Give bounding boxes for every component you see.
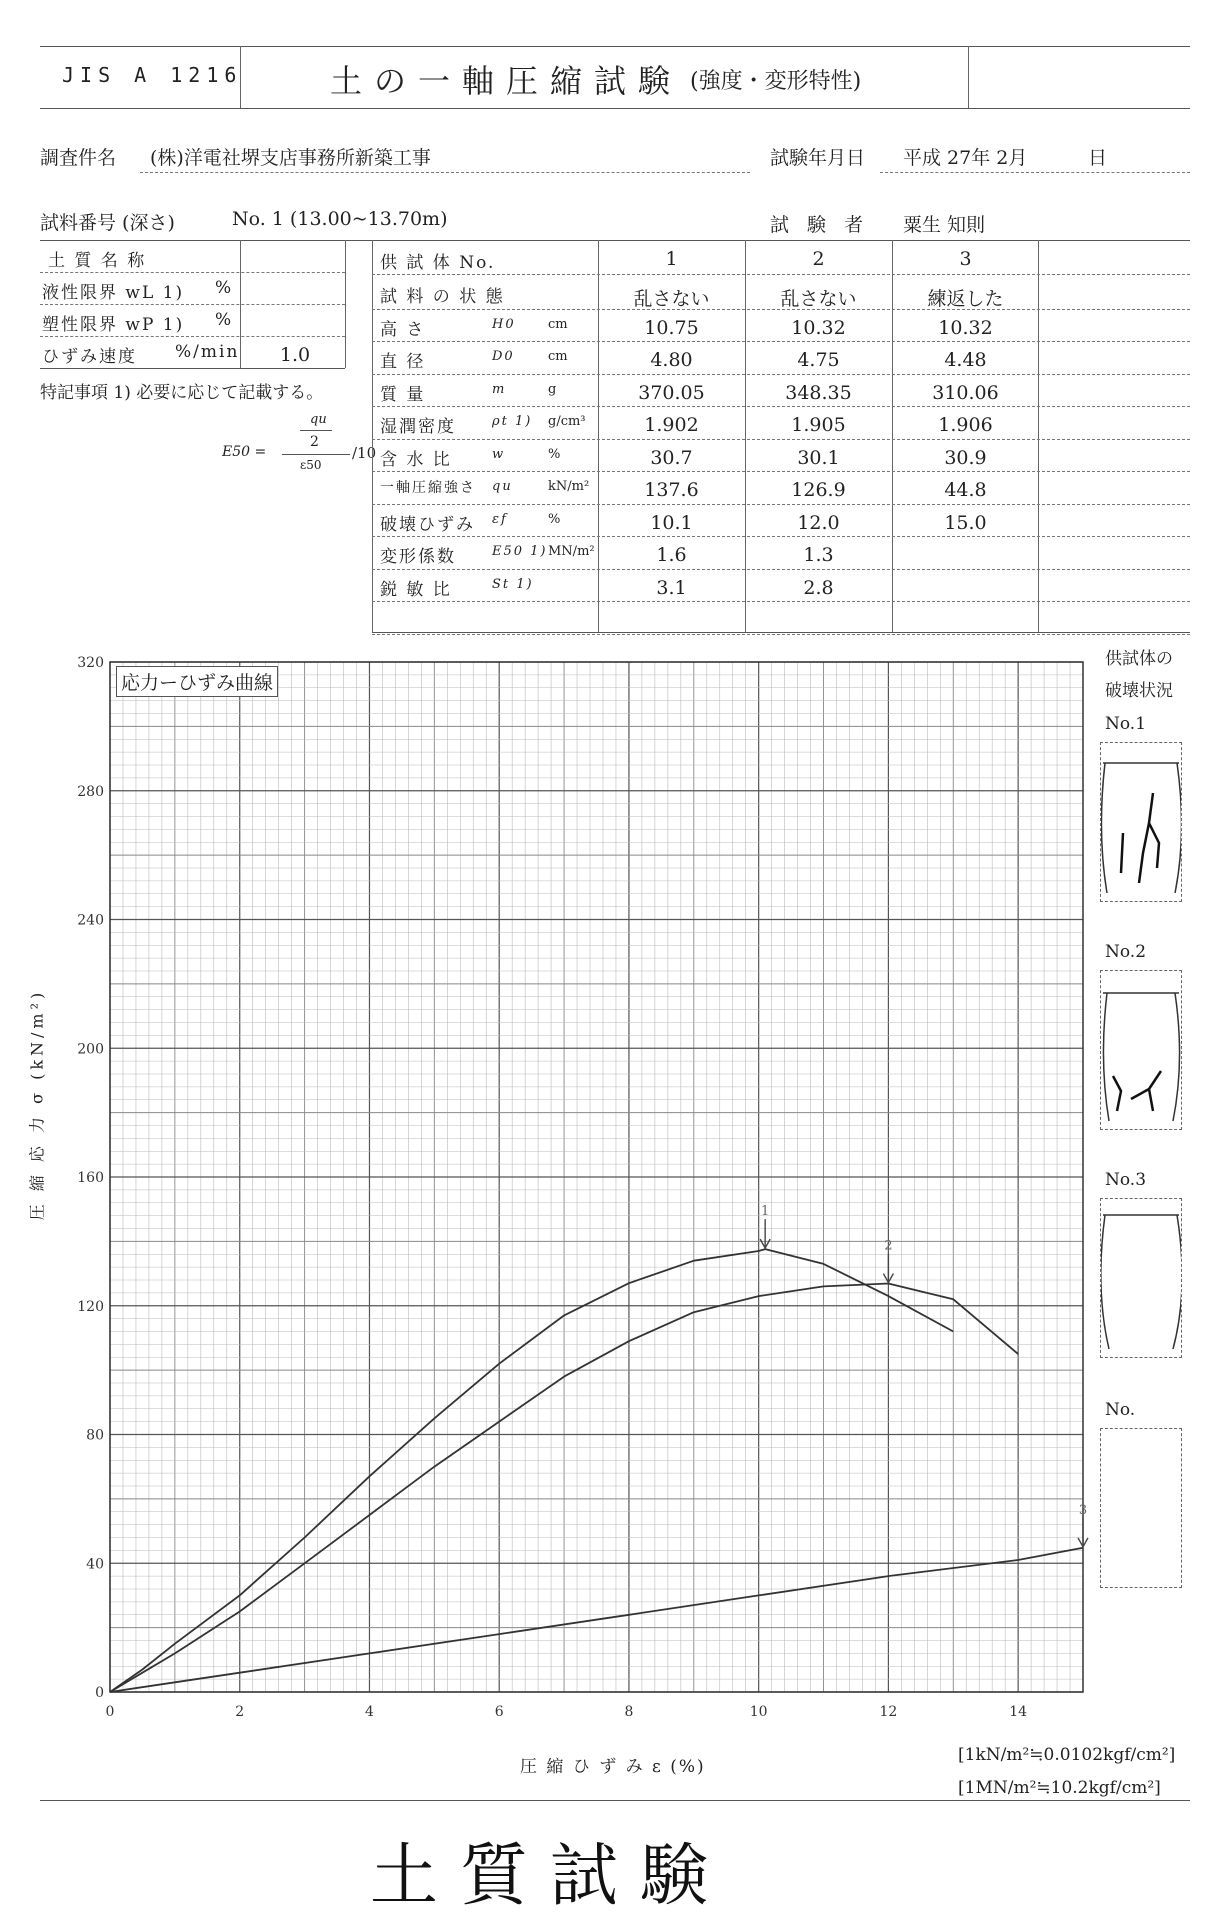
- row-rule: [40, 368, 345, 369]
- header-divider: [968, 46, 969, 108]
- chart-xlabel: 圧 縮 ひ ず み ε (%): [520, 1757, 706, 1777]
- row-rule: [372, 569, 1190, 570]
- chart-ylabel: 圧 縮 応 力 σ (kN/m²): [27, 988, 47, 1221]
- project-underline: [140, 172, 750, 173]
- property-value: 44.8: [944, 479, 987, 501]
- chart-peak-markers: [760, 1204, 1088, 1547]
- date-label: 試験年月日: [770, 147, 866, 169]
- col-rule: [372, 240, 373, 632]
- property-value: 乱さない: [780, 288, 857, 310]
- specimen-no: 2: [812, 248, 825, 270]
- row-rule: [372, 406, 1190, 407]
- property-label: 高 さ: [380, 319, 426, 340]
- project-label: 調査件名: [40, 147, 117, 169]
- date-day-label: 日: [1088, 147, 1108, 169]
- left-row-label: 土 質 名 称: [48, 251, 147, 271]
- project-value: (株)洋電社堺支店事務所新築工事: [150, 147, 431, 169]
- specimen-no: 1: [665, 248, 678, 270]
- sample-label: 試料番号 (深さ): [40, 212, 175, 234]
- chart-title: 応力ーひずみ曲線: [116, 666, 278, 697]
- property-value: 10.32: [791, 316, 846, 339]
- property-unit: %: [548, 446, 561, 462]
- row-rule: [40, 304, 345, 305]
- x-tick-label: 0: [105, 1704, 115, 1720]
- page-title: 土の一軸圧縮試験: [330, 62, 683, 100]
- chart-series: [110, 1249, 1083, 1692]
- property-value: 137.6: [644, 479, 699, 501]
- failure-label: No.1: [1105, 714, 1147, 734]
- property-value: 練返した: [927, 288, 1004, 310]
- peak-label: 2: [884, 1238, 893, 1254]
- formula-bar: [282, 454, 350, 455]
- page-subtitle: (強度・変形特性): [690, 69, 862, 94]
- left-row-unit: %/min: [175, 342, 240, 362]
- property-value: 310.06: [932, 381, 999, 404]
- stress-strain-chart: [0, 640, 1232, 1800]
- property-label: 一軸圧縮強さ: [380, 480, 476, 496]
- property-symbol: E50 1): [492, 544, 548, 559]
- property-label: 試 料 の 状 態: [380, 287, 505, 307]
- special-note: 特記事項 1) 必要に応じて記載する。: [40, 383, 324, 403]
- y-tick-label: 240: [77, 912, 104, 929]
- row-rule: [372, 439, 1190, 440]
- property-unit: %: [548, 511, 561, 527]
- left-row-unit: %: [215, 310, 234, 330]
- property-label: 鋭 敏 比: [380, 579, 452, 600]
- property-symbol: ρt 1): [492, 414, 533, 429]
- y-tick-label: 40: [86, 1556, 104, 1573]
- header-bottom-rule: [40, 108, 1190, 109]
- property-unit: cm: [548, 349, 568, 364]
- x-tick-label: 12: [879, 1704, 898, 1720]
- property-symbol: H0: [492, 316, 516, 332]
- failure-label: No.2: [1105, 942, 1147, 962]
- y-tick-label: 0: [95, 1685, 104, 1701]
- table-top-rule: [40, 240, 1190, 241]
- property-value: 15.0: [944, 511, 987, 534]
- chart-tick-labels: [77, 655, 1027, 1720]
- tester-value: 粟生 知則: [903, 214, 986, 236]
- tester-label: 試 験 者: [770, 214, 870, 236]
- property-symbol: St 1): [492, 576, 534, 592]
- y-tick-label: 200: [77, 1041, 104, 1058]
- property-value: 126.9: [791, 479, 846, 501]
- formula-tail: /10: [352, 444, 377, 462]
- row-rule: [372, 309, 1190, 310]
- formula-two: 2: [310, 434, 319, 450]
- y-tick-label: 80: [86, 1427, 104, 1444]
- x-tick-label: 2: [235, 1704, 245, 1720]
- left-row-unit: %: [215, 278, 234, 298]
- property-value: 4.48: [944, 349, 987, 371]
- property-value: 2.8: [803, 576, 834, 599]
- left-row-label: 塑性限界 wP 1): [42, 315, 185, 335]
- row-rule: [372, 601, 1190, 602]
- property-value: 乱さない: [633, 288, 710, 310]
- crack-sketch-icon: [1101, 743, 1181, 901]
- row-rule: [372, 536, 1190, 537]
- property-value: 3.1: [656, 576, 687, 599]
- peak-label: 1: [761, 1204, 770, 1220]
- property-symbol: w: [492, 446, 506, 462]
- property-label: 湿潤密度: [380, 417, 456, 437]
- bulge-sketch-icon: [1101, 1199, 1181, 1357]
- property-value: 4.75: [797, 349, 840, 371]
- property-label: 変形係数: [380, 547, 456, 567]
- property-value: 10.32: [938, 316, 993, 339]
- specimen-no: 3: [959, 248, 972, 270]
- row-rule: [40, 272, 345, 273]
- failure-label: No.3: [1105, 1170, 1147, 1190]
- formula-eps50: ε50: [300, 458, 322, 472]
- footnote-1: [1kN/m²≒0.0102kgf/cm²]: [958, 1745, 1176, 1765]
- property-value: 10.75: [644, 316, 699, 339]
- failure-title-2: 破壊状況: [1105, 681, 1173, 701]
- left-row-label: ひずみ速度: [42, 347, 137, 367]
- crack-sketch-icon: [1101, 971, 1181, 1129]
- x-tick-label: 14: [1009, 1704, 1028, 1720]
- formula-lhs: E50 =: [222, 444, 267, 460]
- x-tick-label: 6: [494, 1704, 504, 1720]
- row-rule: [372, 274, 1190, 275]
- property-value: 1.3: [803, 544, 834, 566]
- row-rule: [372, 471, 1190, 472]
- property-label: 質 量: [380, 384, 426, 405]
- date-value: 平成 27年 2月: [903, 147, 1028, 169]
- left-table-divider: [345, 240, 346, 368]
- y-tick-label: 160: [77, 1170, 104, 1186]
- property-value: 1.6: [656, 544, 687, 566]
- failure-sketch-2: [1100, 970, 1182, 1130]
- property-value: 30.1: [797, 446, 840, 469]
- x-tick-label: 4: [365, 1704, 374, 1720]
- property-unit: g/cm³: [548, 414, 586, 429]
- standard-code: JIS A 1216: [62, 63, 243, 87]
- x-tick-label: 10: [749, 1704, 768, 1720]
- bottom-rule: [40, 1800, 1190, 1801]
- property-unit: cm: [548, 316, 568, 332]
- failure-sketch-1: [1100, 742, 1182, 902]
- property-symbol: m: [492, 381, 507, 397]
- x-tick-label: 8: [624, 1704, 634, 1720]
- property-value: 10.1: [650, 511, 693, 534]
- left-row-label: 液性限界 wL 1): [42, 283, 185, 303]
- y-tick-label: 320: [77, 655, 104, 671]
- property-value: 30.7: [650, 446, 693, 469]
- sample-value: No. 1 (13.00~13.70m): [232, 208, 448, 230]
- property-unit: kN/m²: [548, 479, 590, 494]
- failure-label: No.: [1105, 1400, 1136, 1420]
- specimen-header-label: 供 試 体 No.: [380, 253, 496, 273]
- y-tick-label: 280: [77, 783, 104, 800]
- property-label: 直 径: [380, 352, 426, 372]
- property-value: 1.905: [791, 414, 846, 436]
- series-line-3: [110, 1548, 1083, 1692]
- series-line-1: [110, 1249, 953, 1692]
- row-rule: [372, 374, 1190, 375]
- property-value: 370.05: [638, 381, 705, 404]
- formula-qu: qu: [310, 412, 327, 427]
- property-value: 1.902: [644, 414, 699, 436]
- formula-bar: [300, 430, 332, 431]
- failure-title-1: 供試体の: [1105, 649, 1173, 669]
- property-symbol: qu: [492, 479, 513, 494]
- row-rule: [372, 634, 1190, 635]
- chart-grid: [110, 662, 1083, 1692]
- row-rule: [40, 336, 345, 337]
- property-value: 12.0: [797, 511, 840, 534]
- property-value: 30.9: [944, 446, 987, 469]
- property-value: 348.35: [785, 381, 852, 404]
- property-label: 破壊ひずみ: [380, 514, 475, 535]
- date-underline: [880, 172, 1190, 173]
- property-value: 4.80: [650, 349, 693, 371]
- row-rule: [372, 504, 1190, 505]
- handwritten-stamp: 土質試験: [370, 1837, 731, 1916]
- property-symbol: εf: [492, 511, 508, 527]
- y-tick-label: 120: [77, 1298, 104, 1315]
- footnote-2: [1MN/m²≒10.2kgf/cm²]: [958, 1778, 1161, 1798]
- property-unit: g: [548, 381, 557, 397]
- peak-label: 3: [1078, 1502, 1088, 1518]
- row-rule: [372, 341, 1190, 342]
- property-label: 含 水 比: [380, 449, 452, 470]
- property-value: 1.906: [938, 414, 993, 436]
- property-symbol: D0: [492, 349, 515, 364]
- failure-sketch-empty: [1100, 1428, 1182, 1588]
- strain-rate-value: 1.0: [279, 344, 311, 366]
- failure-sketch-3: [1100, 1198, 1182, 1358]
- header-top-rule: [40, 46, 1190, 47]
- property-unit: MN/m²: [548, 544, 595, 559]
